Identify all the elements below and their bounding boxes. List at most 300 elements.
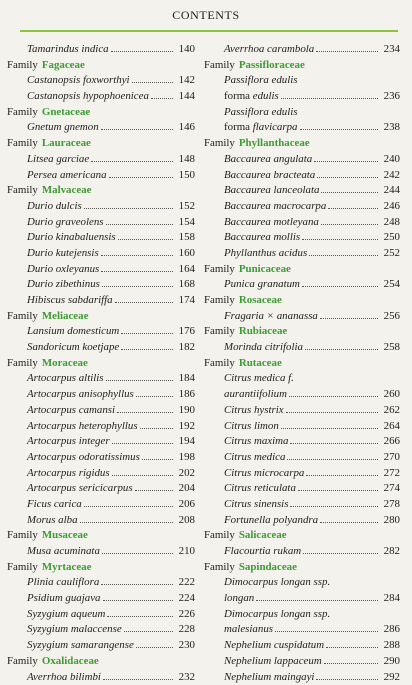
species-name	[224, 89, 279, 105]
toc-entry[interactable]	[204, 230, 400, 246]
family-label: Family	[7, 356, 38, 372]
toc-entry[interactable]	[7, 607, 195, 623]
species-name: Syzygium samarangense	[27, 638, 134, 654]
species-name: Durio kutejensis	[27, 246, 99, 262]
family-heading	[204, 293, 400, 309]
species-name: Nephelium lappaceum	[224, 654, 322, 670]
toc-entry[interactable]	[204, 120, 400, 136]
family-name: Musaceae	[42, 528, 88, 544]
species-name: Averrhoa carambola	[224, 42, 314, 58]
toc-entry[interactable]	[7, 466, 195, 482]
family-label: Family	[204, 136, 235, 152]
species-name: Citrus medica	[224, 450, 285, 466]
page-number: 290	[380, 654, 400, 670]
species-name: Durio graveolens	[27, 215, 104, 231]
toc-entry[interactable]	[7, 230, 195, 246]
page-number: 288	[380, 638, 400, 654]
species-name: Tamarindus indica	[27, 42, 109, 58]
species-name: Artocarpus altilis	[27, 371, 104, 387]
species-name: Artocarpus heterophyllus	[27, 419, 138, 435]
dot-leader	[317, 168, 378, 178]
dot-leader	[136, 387, 173, 397]
toc-entry[interactable]	[7, 168, 195, 184]
species-name: Musa acuminata	[27, 544, 100, 560]
dot-leader	[101, 246, 173, 256]
dot-leader	[101, 575, 173, 585]
page-number: 262	[380, 403, 400, 419]
dot-leader	[107, 607, 173, 617]
page-number: 242	[380, 168, 400, 184]
dot-leader	[281, 89, 378, 99]
dot-leader	[275, 622, 378, 632]
contents-column-right	[204, 42, 400, 685]
page-number: 252	[380, 246, 400, 262]
page-number: 274	[380, 481, 400, 497]
family-name: Rutaceae	[239, 356, 282, 372]
family-label: Family	[204, 356, 235, 372]
species-name: Syzygium malaccense	[27, 622, 122, 638]
species-name: Artocarpus anisophyllus	[27, 387, 134, 403]
toc-entry[interactable]	[204, 246, 400, 262]
page-number: 256	[380, 309, 400, 325]
page-number: 260	[380, 387, 400, 403]
species-name: Artocarpus integer	[27, 434, 110, 450]
dot-leader	[316, 42, 378, 52]
family-label: Family	[204, 560, 235, 576]
toc-entry[interactable]	[204, 168, 400, 184]
toc-entry[interactable]	[204, 513, 400, 529]
page-number: 204	[175, 481, 195, 497]
toc-entry[interactable]	[204, 183, 400, 199]
species-name: Citrus hystrix	[224, 403, 284, 419]
family-label: Family	[7, 58, 38, 74]
species-name: Passiflora edulis	[224, 73, 298, 89]
family-heading	[7, 654, 195, 670]
contents-column-left	[7, 42, 195, 685]
species-name: Artocarpus sericicarpus	[27, 481, 133, 497]
toc-entry[interactable]	[204, 199, 400, 215]
dot-leader	[121, 340, 173, 350]
page-number: 234	[380, 42, 400, 58]
name-prefix: forma	[224, 90, 253, 102]
page-number: 250	[380, 230, 400, 246]
page-number: 182	[175, 340, 195, 356]
species-name: Baccaurea angulata	[224, 152, 312, 168]
family-name: Phyllanthaceae	[239, 136, 310, 152]
page-number: 140	[175, 42, 195, 58]
toc-entry[interactable]	[204, 638, 400, 654]
family-label: Family	[7, 528, 38, 544]
family-heading	[204, 262, 400, 278]
dot-leader	[91, 152, 173, 162]
family-heading	[7, 356, 195, 372]
species-name: Punica granatum	[224, 277, 300, 293]
page-title: CONTENTS	[0, 8, 412, 23]
toc-entry[interactable]	[204, 340, 400, 356]
dot-leader	[316, 670, 378, 680]
toc-entry[interactable]	[204, 419, 400, 435]
page-number: 192	[175, 419, 195, 435]
species-name: Lansium domesticum	[27, 324, 119, 340]
page-number: 144	[175, 89, 195, 105]
toc-entry-name-line	[204, 575, 400, 591]
species-name: Psidium guajava	[27, 591, 101, 607]
toc-entry[interactable]	[7, 591, 195, 607]
page-number: 254	[380, 277, 400, 293]
toc-entry[interactable]	[7, 120, 195, 136]
toc-entry[interactable]	[7, 277, 195, 293]
toc-entry[interactable]	[7, 497, 195, 513]
toc-entry[interactable]	[204, 481, 400, 497]
species-name: Citrus medica f.	[224, 371, 294, 387]
toc-entry[interactable]	[204, 591, 400, 607]
page-number: 150	[175, 168, 195, 184]
toc-entry[interactable]	[204, 654, 400, 670]
family-name: Sapindaceae	[239, 560, 297, 576]
page-number: 164	[175, 262, 195, 278]
family-heading	[204, 136, 400, 152]
toc-entry[interactable]	[7, 324, 195, 340]
page-number: 168	[175, 277, 195, 293]
page-number: 284	[380, 591, 400, 607]
toc-entry[interactable]	[7, 513, 195, 529]
dot-leader	[321, 215, 378, 225]
family-heading	[7, 528, 195, 544]
species-name: Passiflora edulis	[224, 105, 298, 121]
toc-entry[interactable]	[7, 575, 195, 591]
family-name: Malvaceae	[42, 183, 92, 199]
toc-entry[interactable]	[204, 466, 400, 482]
species-name: Citrus limon	[224, 419, 279, 435]
dot-leader	[290, 434, 378, 444]
toc-entry[interactable]	[204, 277, 400, 293]
toc-entry[interactable]	[7, 262, 195, 278]
dot-leader	[281, 419, 378, 429]
family-heading	[7, 560, 195, 576]
species-name: Castanopsis foxworthyi	[27, 73, 130, 89]
family-name: Punicaceae	[239, 262, 291, 278]
species-name: Persea americana	[27, 168, 107, 184]
family-heading	[204, 560, 400, 576]
page-number: 246	[380, 199, 400, 215]
dot-leader	[118, 230, 173, 240]
page-number: 142	[175, 73, 195, 89]
dot-leader	[314, 152, 378, 162]
page-number: 226	[175, 607, 195, 623]
toc-entry[interactable]	[204, 152, 400, 168]
family-name: Moraceae	[42, 356, 88, 372]
dot-leader	[117, 403, 173, 413]
family-heading	[204, 356, 400, 372]
toc-entry[interactable]	[204, 497, 400, 513]
toc-entry[interactable]	[204, 309, 400, 325]
toc-entry[interactable]	[7, 89, 195, 105]
family-name: Gnetaceae	[42, 105, 90, 121]
species-name: Gnetum gnemon	[27, 120, 99, 136]
family-name: Myrtaceae	[42, 560, 92, 576]
dot-leader	[84, 497, 173, 507]
page-number: 266	[380, 434, 400, 450]
species-name: Ficus carica	[27, 497, 82, 513]
dot-leader	[132, 73, 173, 83]
species-name: Dimocarpus longan ssp.	[224, 575, 330, 591]
species-name: malesianus	[224, 622, 273, 638]
toc-entry[interactable]	[7, 670, 195, 685]
dot-leader	[101, 120, 173, 130]
dot-leader	[290, 497, 378, 507]
species-name: Artocarpus rigidus	[27, 466, 110, 482]
dot-leader	[111, 42, 173, 52]
page-number: 258	[380, 340, 400, 356]
toc-entry[interactable]	[7, 152, 195, 168]
family-label: Family	[7, 560, 38, 576]
dot-leader	[256, 591, 378, 601]
toc-entry[interactable]	[204, 387, 400, 403]
family-name: Salicaceae	[239, 528, 287, 544]
page-number: 222	[175, 575, 195, 591]
page-number: 232	[175, 670, 195, 685]
toc-entry[interactable]	[204, 403, 400, 419]
species-name: Nephelium cuspidatum	[224, 638, 324, 654]
page-number: 208	[175, 513, 195, 529]
page-number: 152	[175, 199, 195, 215]
toc-entry-name-line	[204, 73, 400, 89]
toc-entry[interactable]	[7, 419, 195, 435]
dot-leader	[306, 466, 378, 476]
toc-entry[interactable]	[204, 670, 400, 685]
page-number: 270	[380, 450, 400, 466]
dot-leader	[109, 168, 173, 178]
dot-leader	[142, 450, 173, 460]
family-heading	[7, 136, 195, 152]
toc-entry[interactable]	[7, 622, 195, 638]
dot-leader	[106, 215, 173, 225]
name-prefix: forma	[224, 121, 253, 133]
toc-entry-name-line	[204, 607, 400, 623]
dot-leader	[106, 371, 173, 381]
species-name: Fragaria × ananassa	[224, 309, 318, 325]
species-name: Flacourtia rukam	[224, 544, 301, 560]
family-label: Family	[204, 293, 235, 309]
species-name: Phyllanthus acidus	[224, 246, 307, 262]
species-name: longan	[224, 591, 254, 607]
page-number: 154	[175, 215, 195, 231]
page-number: 198	[175, 450, 195, 466]
toc-entry[interactable]	[7, 199, 195, 215]
species-name: Baccaurea mollis	[224, 230, 300, 246]
family-name: Passifloraceae	[239, 58, 305, 74]
dot-leader	[328, 199, 378, 209]
species-name: Baccaurea lanceolata	[224, 183, 319, 199]
dot-leader	[80, 513, 173, 523]
page-number: 206	[175, 497, 195, 513]
toc-entry[interactable]	[7, 434, 195, 450]
family-heading	[7, 105, 195, 121]
family-heading	[7, 183, 195, 199]
family-heading	[7, 58, 195, 74]
species-name: Sandoricum koetjape	[27, 340, 119, 356]
dot-leader	[286, 403, 378, 413]
page-number: 238	[380, 120, 400, 136]
toc-entry[interactable]	[7, 450, 195, 466]
family-label: Family	[204, 324, 235, 340]
dot-leader	[300, 120, 379, 130]
page-number: 146	[175, 120, 195, 136]
toc-entry-name-line	[204, 105, 400, 121]
family-name: Rubiaceae	[239, 324, 287, 340]
page-number: 240	[380, 152, 400, 168]
page-number: 272	[380, 466, 400, 482]
species-name: Averrhoa bilimbi	[27, 670, 101, 685]
toc-entry[interactable]	[204, 544, 400, 560]
header-rule	[20, 30, 398, 32]
page-number: 230	[175, 638, 195, 654]
family-name: Fagaceae	[42, 58, 85, 74]
toc-entry[interactable]	[7, 403, 195, 419]
dot-leader	[84, 199, 173, 209]
page-number: 286	[380, 622, 400, 638]
dot-leader	[103, 670, 173, 680]
family-label: Family	[7, 309, 38, 325]
page-number: 186	[175, 387, 195, 403]
page-number: 282	[380, 544, 400, 560]
family-label: Family	[7, 136, 38, 152]
page-number: 174	[175, 293, 195, 309]
species-name: Durio kinabaluensis	[27, 230, 116, 246]
dot-leader	[320, 309, 378, 319]
toc-entry[interactable]	[204, 434, 400, 450]
family-label: Family	[204, 528, 235, 544]
toc-entry[interactable]	[204, 42, 400, 58]
species-name	[224, 120, 298, 136]
toc-entry[interactable]	[7, 481, 195, 497]
dot-leader	[302, 277, 378, 287]
dot-leader	[302, 230, 378, 240]
toc-entry[interactable]	[7, 638, 195, 654]
species-name: Syzygium aqueum	[27, 607, 105, 623]
page-number: 278	[380, 497, 400, 513]
dot-leader	[324, 654, 378, 664]
page-number: 148	[175, 152, 195, 168]
family-name: Lauraceae	[42, 136, 91, 152]
species-name: Castanopsis hypophoenicea	[27, 89, 149, 105]
family-label: Family	[7, 654, 38, 670]
toc-entry[interactable]	[7, 215, 195, 231]
toc-entry[interactable]	[7, 371, 195, 387]
page-number: 184	[175, 371, 195, 387]
dot-leader	[309, 246, 378, 256]
species-name: Citrus reticulata	[224, 481, 296, 497]
dot-leader	[112, 434, 173, 444]
species-name: Morinda citrifolia	[224, 340, 303, 356]
toc-entry[interactable]	[204, 215, 400, 231]
species-name: Citrus microcarpa	[224, 466, 304, 482]
toc-entry[interactable]	[204, 450, 400, 466]
dot-leader	[289, 387, 378, 397]
dot-leader	[140, 419, 173, 429]
family-label: Family	[7, 105, 38, 121]
dot-leader	[103, 591, 173, 601]
species-name: Artocarpus odoratissimus	[27, 450, 140, 466]
dot-leader	[151, 89, 173, 99]
dot-leader	[102, 277, 173, 287]
family-name: Oxalidaceae	[42, 654, 99, 670]
family-label: Family	[204, 58, 235, 74]
species-name: Dimocarpus longan ssp.	[224, 607, 330, 623]
species-name: Morus alba	[27, 513, 78, 529]
dot-leader	[298, 481, 378, 491]
page-number: 248	[380, 215, 400, 231]
toc-entry[interactable]	[204, 89, 400, 105]
species-name: Baccaurea motleyana	[224, 215, 319, 231]
family-label: Family	[7, 183, 38, 199]
page-number: 292	[380, 670, 400, 685]
dot-leader	[121, 324, 173, 334]
family-heading	[7, 309, 195, 325]
toc-entry[interactable]	[7, 544, 195, 560]
species-name: Plinia cauliflora	[27, 575, 99, 591]
dot-leader	[115, 293, 173, 303]
species-name: Durio zibethinus	[27, 277, 100, 293]
species-name: aurantiifolium	[224, 387, 287, 403]
dot-leader	[101, 262, 173, 272]
toc-entry[interactable]	[204, 622, 400, 638]
species-name: Fortunella polyandra	[224, 513, 318, 529]
page-number: 228	[175, 622, 195, 638]
species-name: Durio oxleyanus	[27, 262, 99, 278]
page-number: 244	[380, 183, 400, 199]
dot-leader	[124, 622, 173, 632]
dot-leader	[303, 544, 378, 554]
page-number: 190	[175, 403, 195, 419]
species-name: Litsea garciae	[27, 152, 89, 168]
page-number: 236	[380, 89, 400, 105]
page-number: 202	[175, 466, 195, 482]
dot-leader	[102, 544, 173, 554]
family-name: Rosaceae	[239, 293, 282, 309]
species-name: Hibiscus sabdariffa	[27, 293, 113, 309]
dot-leader	[287, 450, 378, 460]
toc-entry[interactable]	[7, 293, 195, 309]
family-heading	[204, 528, 400, 544]
family-heading	[204, 324, 400, 340]
species-name: Citrus sinensis	[224, 497, 288, 513]
species-name: Artocarpus camansi	[27, 403, 115, 419]
toc-entry[interactable]	[7, 246, 195, 262]
toc-entry[interactable]	[7, 340, 195, 356]
species-name: Baccaurea macrocarpa	[224, 199, 326, 215]
page-number: 280	[380, 513, 400, 529]
toc-entry[interactable]	[7, 73, 195, 89]
toc-entry-name-line	[204, 371, 400, 387]
name-italic: flavicarpa	[253, 121, 298, 133]
family-label: Family	[204, 262, 235, 278]
toc-entry[interactable]	[7, 42, 195, 58]
dot-leader	[321, 183, 378, 193]
dot-leader	[112, 466, 173, 476]
species-name: Durio dulcis	[27, 199, 82, 215]
page-number: 176	[175, 324, 195, 340]
dot-leader	[135, 481, 173, 491]
page-number: 224	[175, 591, 195, 607]
page-number: 264	[380, 419, 400, 435]
page-number: 158	[175, 230, 195, 246]
family-heading	[204, 58, 400, 74]
page-number: 160	[175, 246, 195, 262]
toc-entry[interactable]	[7, 387, 195, 403]
species-name: Nephelium maingayi	[224, 670, 314, 685]
name-italic: edulis	[253, 90, 279, 102]
